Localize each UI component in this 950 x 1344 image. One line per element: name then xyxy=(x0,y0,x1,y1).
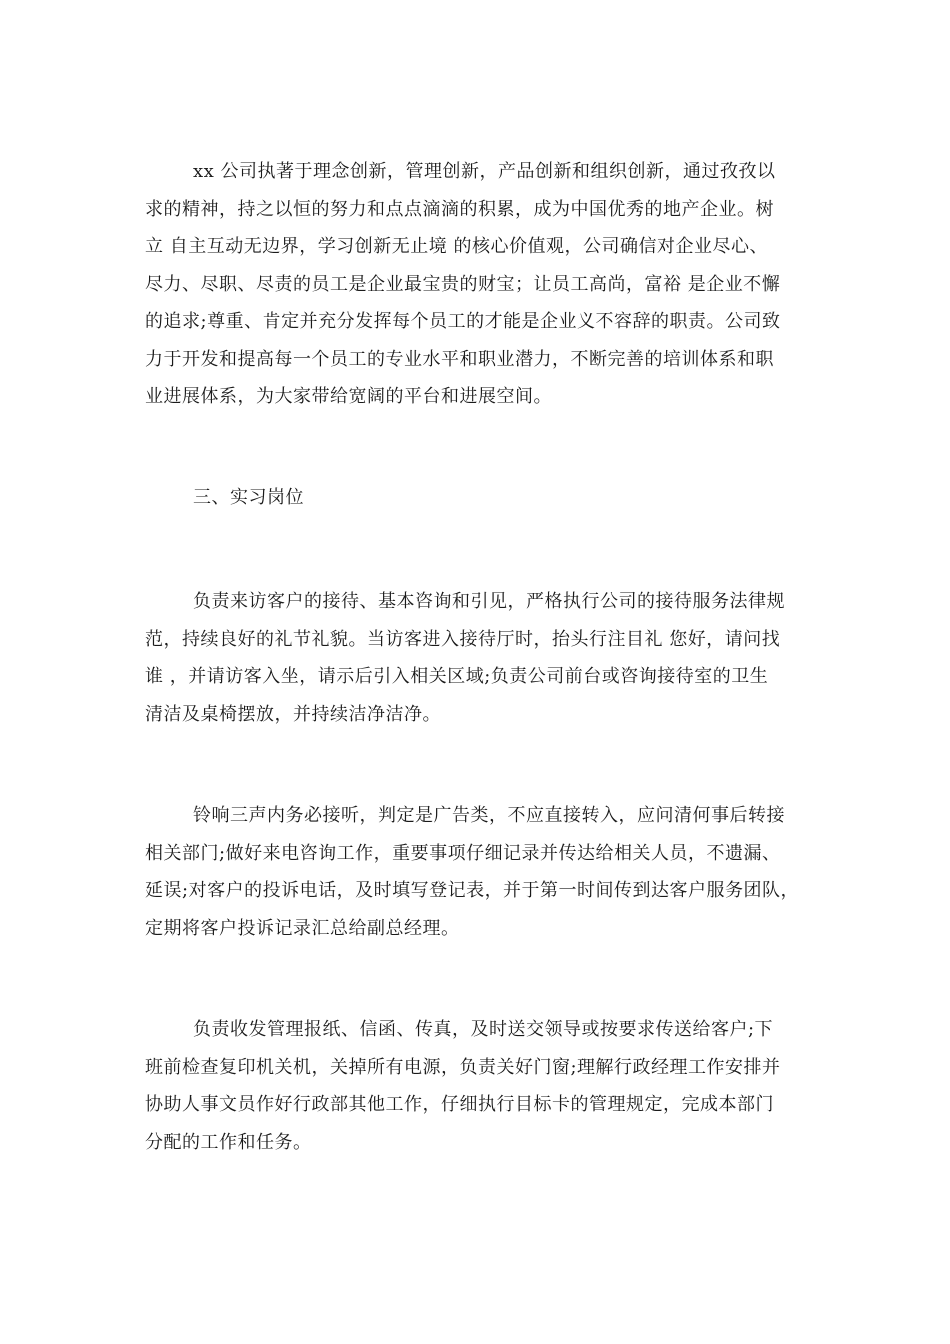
text-line: 力于开发和提高每一个员工的专业水平和职业潜力，不断完善的培训体系和职 xyxy=(145,348,774,370)
text-line: 立 自主互动无边界，学习创新无止境 的核心价值观，公司确信对企业尽心、 xyxy=(145,236,768,257)
text-line: 求的精神，持之以恒的努力和点点滴滴的积累，成为中国优秀的地产企业。树 xyxy=(145,198,774,220)
text-line: 尽力、尽职、尽责的员工是企业最宝贵的财宝；让员工高尚，富裕 是企业不懈 xyxy=(145,273,781,295)
text-line: xx 公司执著于理念创新，管理创新，产品创新和组织创新，通过孜孜以 xyxy=(193,161,776,182)
text-line: 协助人事文员作好行政部其他工作，仔细执行目标卡的管理规定，完成本部门 xyxy=(145,1094,774,1115)
section-heading-internship-position xyxy=(145,479,835,517)
paragraph-admin-duties xyxy=(145,1011,835,1161)
text-line: 延误;对客户的投诉电话，及时填写登记表，并于第一时间传到达客户服务团队， xyxy=(145,880,800,901)
text-line: 负责收发管理报纸、信函、传真，及时送交领导或按要求传送给客户;下 xyxy=(193,1019,774,1040)
text-line: 班前检查复印机关机，关掉所有电源，负责关好门窗;理解行政经理工作安排并 xyxy=(145,1056,781,1078)
heading-text: 三、实习岗位 xyxy=(193,487,304,508)
text-line: 的追求;尊重、肯定并充分发挥每个员工的才能是企业义不容辞的职责。公司致 xyxy=(145,311,781,332)
paragraph-company-culture xyxy=(145,153,835,416)
text-line: 分配的工作和任务。 xyxy=(145,1131,312,1153)
text-line: 定期将客户投诉记录汇总给副总经理。 xyxy=(145,917,460,939)
text-line: 谁 ，并请访客入坐，请示后引入相关区域;负责公司前台或咨询接待室的卫生 xyxy=(145,666,769,687)
paragraph-reception-duties xyxy=(145,583,835,733)
text-line: 范，持续良好的礼节礼貌。当访客进入接待厅时，抬头行注目礼 您好，请问找 xyxy=(145,628,781,650)
text-line: 负责来访客户的接待、基本咨询和引见，严格执行公司的接待服务法律规 xyxy=(193,591,785,612)
text-line: 相关部门;做好来电咨询工作，重要事项仔细记录并传达给相关人员，不遗漏、 xyxy=(145,842,781,864)
text-line: 铃响三声内务必接听，判定是广告类，不应直接转入，应问清何事后转接 xyxy=(193,805,785,826)
paragraph-phone-duties xyxy=(145,797,835,947)
text-line: 业进展体系，为大家带给宽阔的平台和进展空间。 xyxy=(145,386,552,407)
text-line: 清洁及桌椅摆放，并持续洁净洁净。 xyxy=(145,703,441,725)
